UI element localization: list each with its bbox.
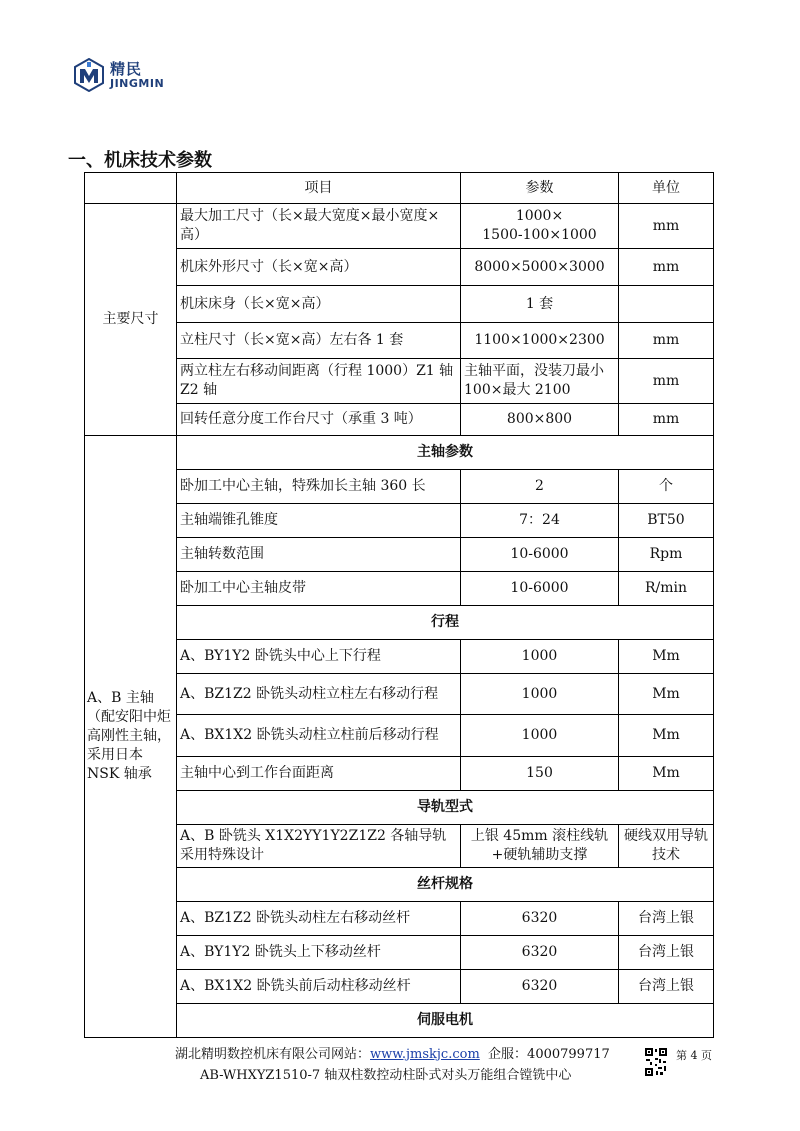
qr-code-icon bbox=[644, 1047, 668, 1077]
header-empty-cell bbox=[85, 173, 177, 204]
table-row bbox=[85, 504, 714, 538]
group-ab-spindle: A、B 主轴（配安阳中炬高刚性主轴，采用日本 NSK 轴承 bbox=[85, 436, 177, 1038]
row-item: 卧加工中心主轴皮带 bbox=[177, 572, 461, 606]
table-row bbox=[85, 935, 714, 969]
subsection-guide-title: 导轨型式 bbox=[177, 791, 714, 825]
footer-website-link[interactable]: www.jmskjc.com bbox=[370, 1047, 480, 1062]
row-unit: mm bbox=[619, 359, 714, 404]
row-item: 机床床身（长×宽×高） bbox=[177, 286, 461, 323]
row-param: 6320 bbox=[461, 969, 619, 1003]
company-logo bbox=[74, 58, 174, 94]
row-param: 1000 bbox=[461, 640, 619, 674]
row-unit: Rpm bbox=[619, 538, 714, 572]
row-unit: mm bbox=[619, 404, 714, 436]
table-row bbox=[85, 757, 714, 791]
row-item: 主轴转数范围 bbox=[177, 538, 461, 572]
logo-en-text: JINGMIN bbox=[110, 77, 165, 90]
jingmin-logo-icon bbox=[74, 58, 104, 92]
section-title: 一、机床技术参数 bbox=[68, 150, 212, 171]
table-row bbox=[85, 969, 714, 1003]
row-param: 上银 45mm 滚柱线轨+硬轨辅助支撑 bbox=[461, 825, 619, 868]
table-row bbox=[85, 538, 714, 572]
row-param: 1000 bbox=[461, 674, 619, 715]
row-param: 8000×5000×3000 bbox=[461, 249, 619, 286]
row-param: 主轴平面，没装刀最小 100×最大 2100 bbox=[461, 359, 619, 404]
row-param: 6320 bbox=[461, 935, 619, 969]
row-unit: mm bbox=[619, 323, 714, 359]
row-item: 两立柱左右移动间距离（行程 1000）Z1 轴 Z2 轴 bbox=[177, 359, 461, 404]
subsection-row bbox=[85, 436, 714, 470]
row-param: 2 bbox=[461, 470, 619, 504]
subsection-row bbox=[85, 1003, 714, 1037]
table-row bbox=[85, 359, 714, 404]
row-item: 最大加工尺寸（长×最大宽度×最小宽度×高） bbox=[177, 204, 461, 249]
subsection-row bbox=[85, 606, 714, 640]
row-unit: 台湾上银 bbox=[619, 969, 714, 1003]
table-row bbox=[85, 404, 714, 436]
subsection-travel-title: 行程 bbox=[177, 606, 714, 640]
row-param: 10-6000 bbox=[461, 572, 619, 606]
subsection-row bbox=[85, 791, 714, 825]
table-row bbox=[85, 674, 714, 715]
row-param: 150 bbox=[461, 757, 619, 791]
row-param: 6320 bbox=[461, 901, 619, 935]
row-item: 立柱尺寸（长×宽×高）左右各 1 套 bbox=[177, 323, 461, 359]
header-item: 项目 bbox=[177, 173, 461, 204]
row-param: 1000× 1500-100×1000 bbox=[461, 204, 619, 249]
row-unit: 台湾上银 bbox=[619, 935, 714, 969]
row-param: 10-6000 bbox=[461, 538, 619, 572]
row-item: A、BX1X2 卧铣头动柱立柱前后移动行程 bbox=[177, 715, 461, 757]
table-row bbox=[85, 715, 714, 757]
table-row bbox=[85, 204, 714, 249]
machine-params-table bbox=[84, 172, 714, 1038]
table-row bbox=[85, 323, 714, 359]
header-param: 参数 bbox=[461, 173, 619, 204]
footer-service: 企服：4000799717 bbox=[488, 1047, 610, 1062]
row-item: A、BZ1Z2 卧铣头动柱立柱左右移动行程 bbox=[177, 674, 461, 715]
row-unit bbox=[619, 286, 714, 323]
row-item: A、BX1X2 卧铣头前后动柱移动丝杆 bbox=[177, 969, 461, 1003]
row-unit: BT50 bbox=[619, 504, 714, 538]
row-unit: R/min bbox=[619, 572, 714, 606]
table-row bbox=[85, 286, 714, 323]
row-unit: Mm bbox=[619, 640, 714, 674]
table-header-row bbox=[85, 173, 714, 204]
row-unit: 个 bbox=[619, 470, 714, 504]
row-item: 卧加工中心主轴，特殊加长主轴 360 长 bbox=[177, 470, 461, 504]
row-item: 机床外形尺寸（长×宽×高） bbox=[177, 249, 461, 286]
footer-company: 湖北精明数控机床有限公司网站： bbox=[175, 1047, 371, 1062]
subsection-screw-title: 丝杆规格 bbox=[177, 867, 714, 901]
group-main-dimensions: 主要尺寸 bbox=[85, 204, 177, 436]
row-item: 主轴端锥孔锥度 bbox=[177, 504, 461, 538]
page-number: 第 4 页 bbox=[676, 1049, 712, 1062]
row-unit: 硬线双用导轨技术 bbox=[619, 825, 714, 868]
row-item: 主轴中心到工作台面距离 bbox=[177, 757, 461, 791]
subsection-row bbox=[85, 867, 714, 901]
footer-contact-line bbox=[175, 1043, 610, 1062]
row-param: 1100×1000×2300 bbox=[461, 323, 619, 359]
row-unit: mm bbox=[619, 204, 714, 249]
row-unit: 台湾上银 bbox=[619, 901, 714, 935]
row-item: A、B 卧铣头 X1X2YY1Y2Z1Z2 各轴导轨采用特殊设计 bbox=[177, 825, 461, 868]
table-row bbox=[85, 470, 714, 504]
row-unit: Mm bbox=[619, 757, 714, 791]
row-unit: Mm bbox=[619, 674, 714, 715]
footer-model-line: AB-WHXYZ1510-7 轴双柱数控动柱卧式对头万能组合镗铣中心 bbox=[200, 1068, 572, 1083]
row-param: 7：24 bbox=[461, 504, 619, 538]
table-row bbox=[85, 825, 714, 868]
subsection-spindle-title: 主轴参数 bbox=[177, 436, 714, 470]
table-row bbox=[85, 249, 714, 286]
row-param: 1 套 bbox=[461, 286, 619, 323]
row-param: 1000 bbox=[461, 715, 619, 757]
header-unit: 单位 bbox=[619, 173, 714, 204]
row-item: 回转任意分度工作台尺寸（承重 3 吨） bbox=[177, 404, 461, 436]
table-row bbox=[85, 901, 714, 935]
table-row bbox=[85, 572, 714, 606]
logo-cn-text: 精民 bbox=[110, 60, 143, 78]
subsection-servo-title: 伺服电机 bbox=[177, 1003, 714, 1037]
row-item: A、BY1Y2 卧铣头上下移动丝杆 bbox=[177, 935, 461, 969]
row-param: 800×800 bbox=[461, 404, 619, 436]
row-unit: Mm bbox=[619, 715, 714, 757]
row-item: A、BY1Y2 卧铣头中心上下行程 bbox=[177, 640, 461, 674]
row-item: A、BZ1Z2 卧铣头动柱左右移动丝杆 bbox=[177, 901, 461, 935]
table-row bbox=[85, 640, 714, 674]
row-unit: mm bbox=[619, 249, 714, 286]
